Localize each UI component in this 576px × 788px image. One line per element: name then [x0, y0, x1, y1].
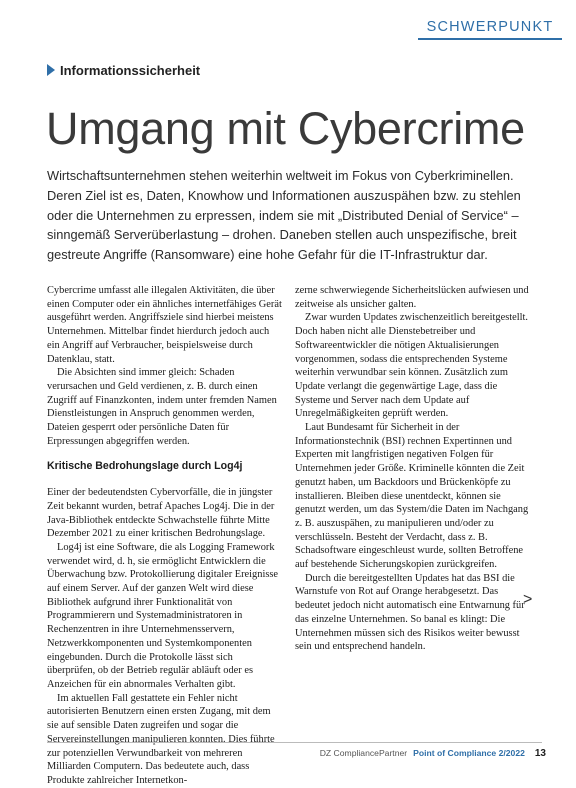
paragraph: Im aktuellen Fall gestattete ein Fehler nicht autorisierten Benutzern einen ersten Zugang, mit dem sie auf sensible Daten zugreifen und sogar die Servereinstellungen manipulieren konnten. Dies führte zur potenziellen Verwundbarkeit von mehreren Milliarden Computern. Das bedeutete auch, dass Produkte zahlreicher Internetkon- — [47, 692, 275, 786]
paragraph: Durch die bereitgestellten Updates hat das BSI die Warnstufe von Rot auf Orange herabgesetzt. Das bedeutet jedoch nicht automatisch eine Entwarnung für das einzelne Unternehmen. So banal es klingt: Die Unternehmen müssen sich des Risikos weiter bewusst sein und entsprechend handeln. — [295, 572, 525, 653]
topic-label — [47, 61, 200, 79]
page-number: 13 — [534, 747, 546, 759]
paragraph: Laut Bundesamt für Sicherheit in der Informationstechnik (BSI) rechnen Expertinnen und Experten mit langfristigen negativen Folgen für Unternehmen jeder Größe. Kriminelle könnten die Zeit genutzt haben, um Backdoors und Brückenköpfe zu installieren. Bleiben diese unentdeckt, können sie genutzt werden, um das System/die Daten im Nachgang z. B. auszuspähen, zu manipulieren und/oder zu verschlüsseln. Besteht der Verdacht, dass z. B. Schadsoftware eingeschleust wurde, sollten Betroffene auf bestehende Sicherungskopien zurückgreifen. — [295, 422, 529, 571]
continue-arrow-icon: > — [523, 591, 533, 608]
footer-publisher: DZ CompliancePartner — [319, 748, 408, 758]
section-tag: SCHWERPUNKT — [426, 19, 554, 35]
footer-divider — [47, 742, 542, 743]
paragraph: Zwar wurden Updates zwischenzeitlich bereitgestellt. Doch haben nicht alle Dienstebetreiber und Softwareentwickler die nötigen Aktualisierungen vorgenommen, sodass die entsprechenden Systeme weiterhin verwundbar sein können. Zusätzlich zum Update verlangt die gegenwärtige Lage, dass die Systeme und Server nach dem Update auf Unregelmäßigkeiten geprüft werden. — [295, 312, 529, 420]
page-footer — [320, 746, 546, 760]
paragraph: Die Absichten sind immer gleich: Schaden verursachen und Geld verdienen, z. B. durch einen Zugriff auf Finanzkonten, indem unter fremden Namen Dienstleistungen in Anspruch genommen werden, Dateien gesperrt oder persönliche Daten für Erpressungen abgegriffen werden. — [47, 367, 277, 447]
paragraph: Log4j ist eine Software, die als Logging Framework verwendet wird, d. h, sie ermöglicht Entwicklern die Überwachung bzw. Protokollierung digitaler Ereignisse auf einem Server. Auf der ganzen Welt wird diese Bibliothek aufgrund ihrer Funktionalität von Programmierern und Systemadministratoren in Rechenzentren in ihre Unternehmensservern, Netzwerkkomponenten und Systemkomponenten eingebunden. Durch die Protokolle lässt sich überprüfen, ob der Betrieb regulär abläuft oder es Anzeichen für ein abnormales Verhalten gibt. — [47, 541, 279, 690]
paragraph: Cybercrime umfasst alle illegalen Aktivitäten, die über einen Computer oder ein ähnliches internetfähiges Gerät ausgeführt werden. Angriffsziele sind hierbei meistens Unternehmen. Mittelbar findet hierdurch jedoch auch ein Angriff auf Verbraucher, beispielsweise durch Datenklau, statt. — [47, 285, 282, 365]
triangle-right-icon — [47, 64, 55, 76]
article-lead: Wirtschaftsunternehmen stehen weiterhin weltweit im Fokus von Cyberkriminellen. Deren Ziel ist es, Daten, Knowhow und Informationen auszuspähen bzw. zu stehlen oder die Unternehmen zu erpressen, indem sie mit „Distributed Denial of Service“ – sinngemäß Serverüberlastung – drohen. Daneben stellen auch unspezifische, breit gestreute Angriffe (Ransomware) eine hohe Gefahr für die IT-Infrastruktur dar. — [47, 168, 521, 263]
topic-text: Informationssicherheit — [60, 62, 201, 78]
paragraph: Einer der bedeutendsten Cybervorfälle, die in jüngster Zeit bekannt wurden, betraf Apaches Log4j. Die in der Java-Bibliothek entdeckte Schwachstelle führte Mitte Dezember 2021 zu einer kritischen Bedrohungslage. — [47, 487, 275, 540]
article-title: Umgang mit Cybercrime — [46, 103, 525, 154]
footer-magazine: Point of Compliance 2/2022 — [413, 748, 525, 758]
text-column-left — [47, 284, 283, 788]
section-underline — [418, 38, 562, 40]
paragraph: zerne schwerwiegende Sicherheitslücken aufwiesen und zeitweise als unsicher galten. — [295, 285, 529, 310]
subheading: Kritische Bedrohungslage durch Log4j — [47, 460, 243, 473]
text-column-right — [295, 284, 531, 654]
